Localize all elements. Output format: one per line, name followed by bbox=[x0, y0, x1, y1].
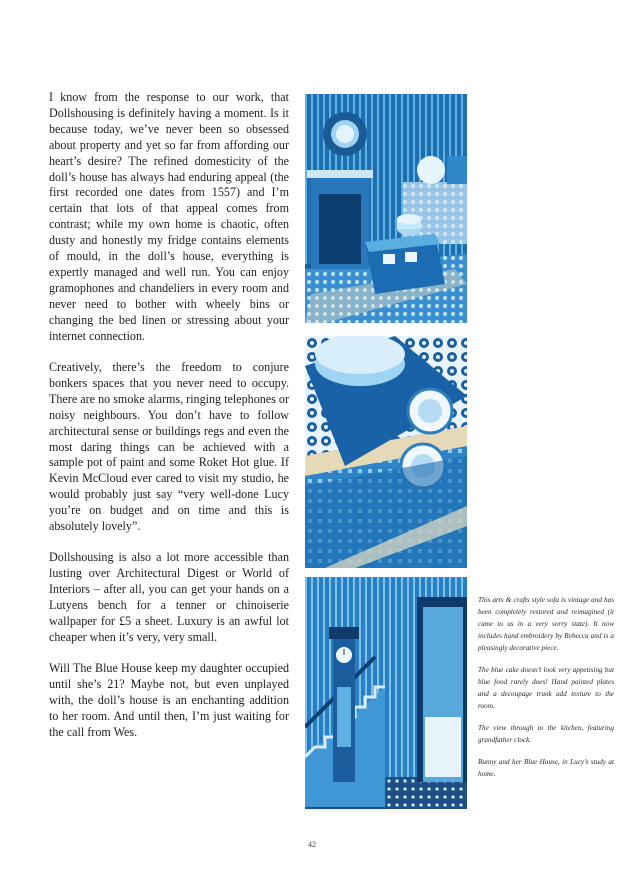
photo-blue-living-room bbox=[305, 94, 467, 323]
photo-cake-and-plates bbox=[305, 336, 467, 568]
caption-kitchen: The view through to the kitchen, featuring grandfather clock. bbox=[478, 724, 614, 744]
article-paragraph: Creatively, there’s the freedom to conjure bonkers spaces that you never need to occupy. There are no smoke alarms, ringing telephones or noisy neighbours. You don’t have to follow architectural sense or buildings regs and even the most daring things can be achieved with a sample pot of paint and some Roket Hot glue. If Kevin McCloud ever cared to visit my studio, he would probably just say “very well-done Lucy you’re on budget and on time and this is absolutely lovely”. bbox=[49, 360, 289, 534]
article-body bbox=[49, 90, 289, 756]
page-number: 42 bbox=[308, 840, 316, 849]
article-paragraph: Dollshousing is also a lot more accessible than lusting over Architectural Digest or World of Interiors – after all, you can get your hands on a Lutyens bench for a tenner or chinoiserie wallpaper for £5 a sheet. Luxury is an awful lot cheaper when it’s very, very small. bbox=[49, 550, 289, 644]
caption-study: Bunny and her Blue House, in Lucy’s study at home. bbox=[478, 758, 614, 778]
photo-captions bbox=[478, 594, 614, 790]
caption-sofa: This arts & crafts style sofa is vintage and has been completely restored and reimagined (it came to us in a very sorry state). It now includes hand embroidery by Rebecca and is a pleasingly decorative piece. bbox=[478, 596, 614, 652]
article-paragraph: Will The Blue House keep my daughter occupied until she’s 21? Maybe not, but even unplayed with, the doll’s house is an enchanting addition to her room. And until then, I’m just waiting for the call from Wes. bbox=[49, 661, 289, 740]
caption-cake: The blue cake doesn’t look very appetising but blue food rarely does! Hand painted plates and a decoupage trunk add texture to the room. bbox=[478, 666, 614, 710]
photo-staircase-clock bbox=[305, 577, 467, 809]
article-paragraph: I know from the response to our work, that Dollshousing is definitely having a moment. Is it because today, we’ve never been so obsessed about property and yet so far from affording our heart’s desire? The refined domesticity of the doll’s house has always had enduring appeal (the first recorded one dates from 1557) and I’m certain that lots of that appeal comes from contrast; while my own home is chaotic, often dusty and honestly my fridge contains elements of mould, in the doll’s house, everything is expertly managed and well run. You can enjoy gramophones and chandeliers in every room and never need to bother with wheely bins or changing the bed linen or stressing about your internet connection. bbox=[49, 90, 289, 343]
